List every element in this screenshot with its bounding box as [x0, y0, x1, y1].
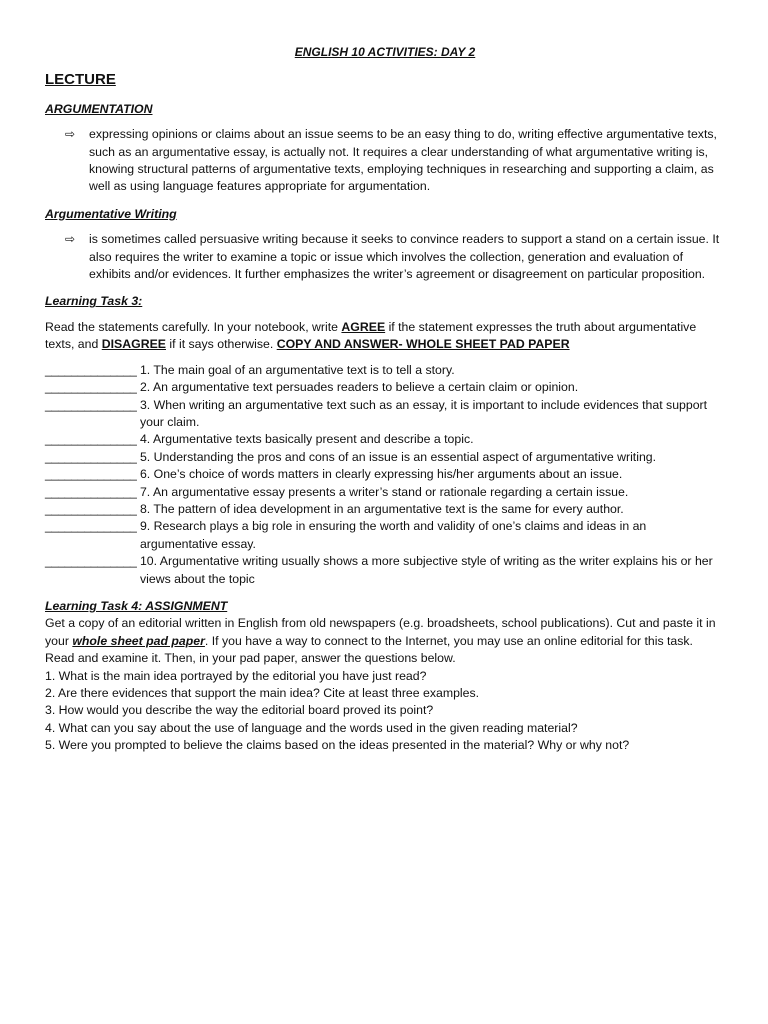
answer-blank: ______________: [45, 467, 137, 482]
task3-intro-1: Read the statements carefully. In your notebook, write: [45, 319, 342, 334]
list-item: [45, 431, 725, 448]
document: [45, 44, 725, 755]
list-item: [45, 466, 725, 483]
task3-items: [45, 362, 725, 588]
argumentative-writing-bullet: [65, 231, 725, 283]
arrow-icon: ⇨: [65, 127, 76, 142]
item-text: 3. When writing an argumentative text such as an essay, it is important to include evidences that support your claim.: [139, 397, 708, 429]
task3-intro-3: if it says otherwise.: [165, 337, 277, 352]
list-item: [45, 379, 725, 396]
question-item: 1. What is the main idea portrayed by the editorial you have just read?: [45, 668, 427, 683]
task4-intro-2: . If you have a way to connect to the Internet, you may use an online editorial for this task. Read and examine it. Then, in your pad paper, answer the questions below.: [45, 633, 693, 666]
pad-paper-emphasis: whole sheet pad paper: [72, 633, 205, 648]
item-text: 5. Understanding the pros and cons of an issue is an essential aspect of argumentative writing.: [139, 449, 657, 464]
document-title: ENGLISH 10 ACTIVITIES: DAY 2: [294, 45, 476, 59]
answer-blank: ______________: [45, 380, 137, 395]
answer-blank: ______________: [45, 519, 137, 534]
item-text: 6. One’s choice of words matters in clearly expressing his/her arguments about an issue.: [139, 467, 623, 482]
answer-blank: ______________: [45, 501, 137, 516]
item-text: 8. The pattern of idea development in an argumentative text is the same for every author.: [139, 501, 624, 516]
answer-blank: ______________: [45, 484, 137, 499]
argumentative-writing-text: is sometimes called persuasive writing because it seeks to convince readers to support a stand on a certain issue. It also requires the writer to examine a topic or issue which involves the collection, generation and evaluation of exhibits and/or evidences. It further emphasizes the writer’s agreement or disagreement on particular proposition.: [89, 232, 720, 282]
task4-body: [45, 615, 725, 754]
list-item: [45, 553, 725, 588]
list-item: [45, 518, 725, 553]
question-item: 4. What can you say about the use of language and the words used in the given reading material?: [45, 720, 578, 735]
list-item: [45, 397, 725, 432]
arrow-icon: ⇨: [65, 232, 76, 247]
item-text: 1. The main goal of an argumentative text is to tell a story.: [139, 362, 455, 377]
item-text: 4. Argumentative texts basically present and describe a topic.: [139, 432, 474, 447]
copy-instruction: COPY AND ANSWER- WHOLE SHEET PAD PAPER: [276, 337, 570, 352]
disagree-keyword: DISAGREE: [101, 337, 166, 352]
agree-keyword: AGREE: [341, 319, 386, 334]
task3-instructions: [45, 319, 725, 354]
item-text: 7. An argumentative essay presents a writer’s stand or rationale regarding a certain issue.: [139, 484, 629, 499]
list-item: [45, 501, 725, 518]
task4-heading: Learning Task 4: ASSIGNMENT: [45, 598, 228, 613]
item-text: 9. Research plays a big role in ensuring the worth and validity of one’s claims and ideas in an argumentative essay.: [139, 519, 647, 551]
task4-intro: [45, 615, 725, 667]
argumentative-writing-heading: Argumentative Writing: [45, 206, 177, 221]
question-item: 2. Are there evidences that support the main idea? Cite at least three examples.: [45, 686, 480, 700]
answer-blank: ______________: [45, 362, 137, 377]
question-item: 5. Were you prompted to believe the claims based on the ideas presented in the material? Why or why not?: [45, 738, 630, 753]
argumentation-text: expressing opinions or claims about an issue seems to be an easy thing to do, writing effective argumentative texts, such as an argumentative essay, is actually not. It requires a clear understanding of what argumentative writing is, knowing structural patterns of argumentative texts, employing techniques in researching and supporting a claim, as well as using language features appropriate for argumentation.: [89, 127, 717, 194]
answer-blank: ______________: [45, 449, 137, 464]
list-item: [45, 449, 725, 466]
list-item: [45, 484, 725, 501]
task4-intro-1: Get a copy of an editorial written in English from old newspapers (e.g. broadsheets, school publications). Cut and paste it in your: [45, 616, 716, 648]
lecture-heading: LECTURE: [45, 71, 116, 89]
task3-intro-2: if the statement expresses the truth about argumentative texts, and: [45, 319, 697, 352]
question-item: 3. How would you describe the way the editorial board proved its point?: [45, 703, 434, 718]
argumentation-heading: ARGUMENTATION: [45, 101, 153, 116]
list-item: [45, 362, 725, 379]
answer-blank: ______________: [45, 554, 137, 569]
answer-blank: ______________: [45, 432, 137, 447]
answer-blank: ______________: [45, 397, 137, 412]
task3-heading: Learning Task 3:: [45, 294, 143, 309]
argumentation-bullet: [65, 126, 725, 196]
item-text: 2. An argumentative text persuades readers to believe a certain claim or opinion.: [139, 380, 579, 395]
item-text: 10. Argumentative writing usually shows a more subjective style of writing as the writer explains his or her views about the topic: [139, 554, 713, 586]
